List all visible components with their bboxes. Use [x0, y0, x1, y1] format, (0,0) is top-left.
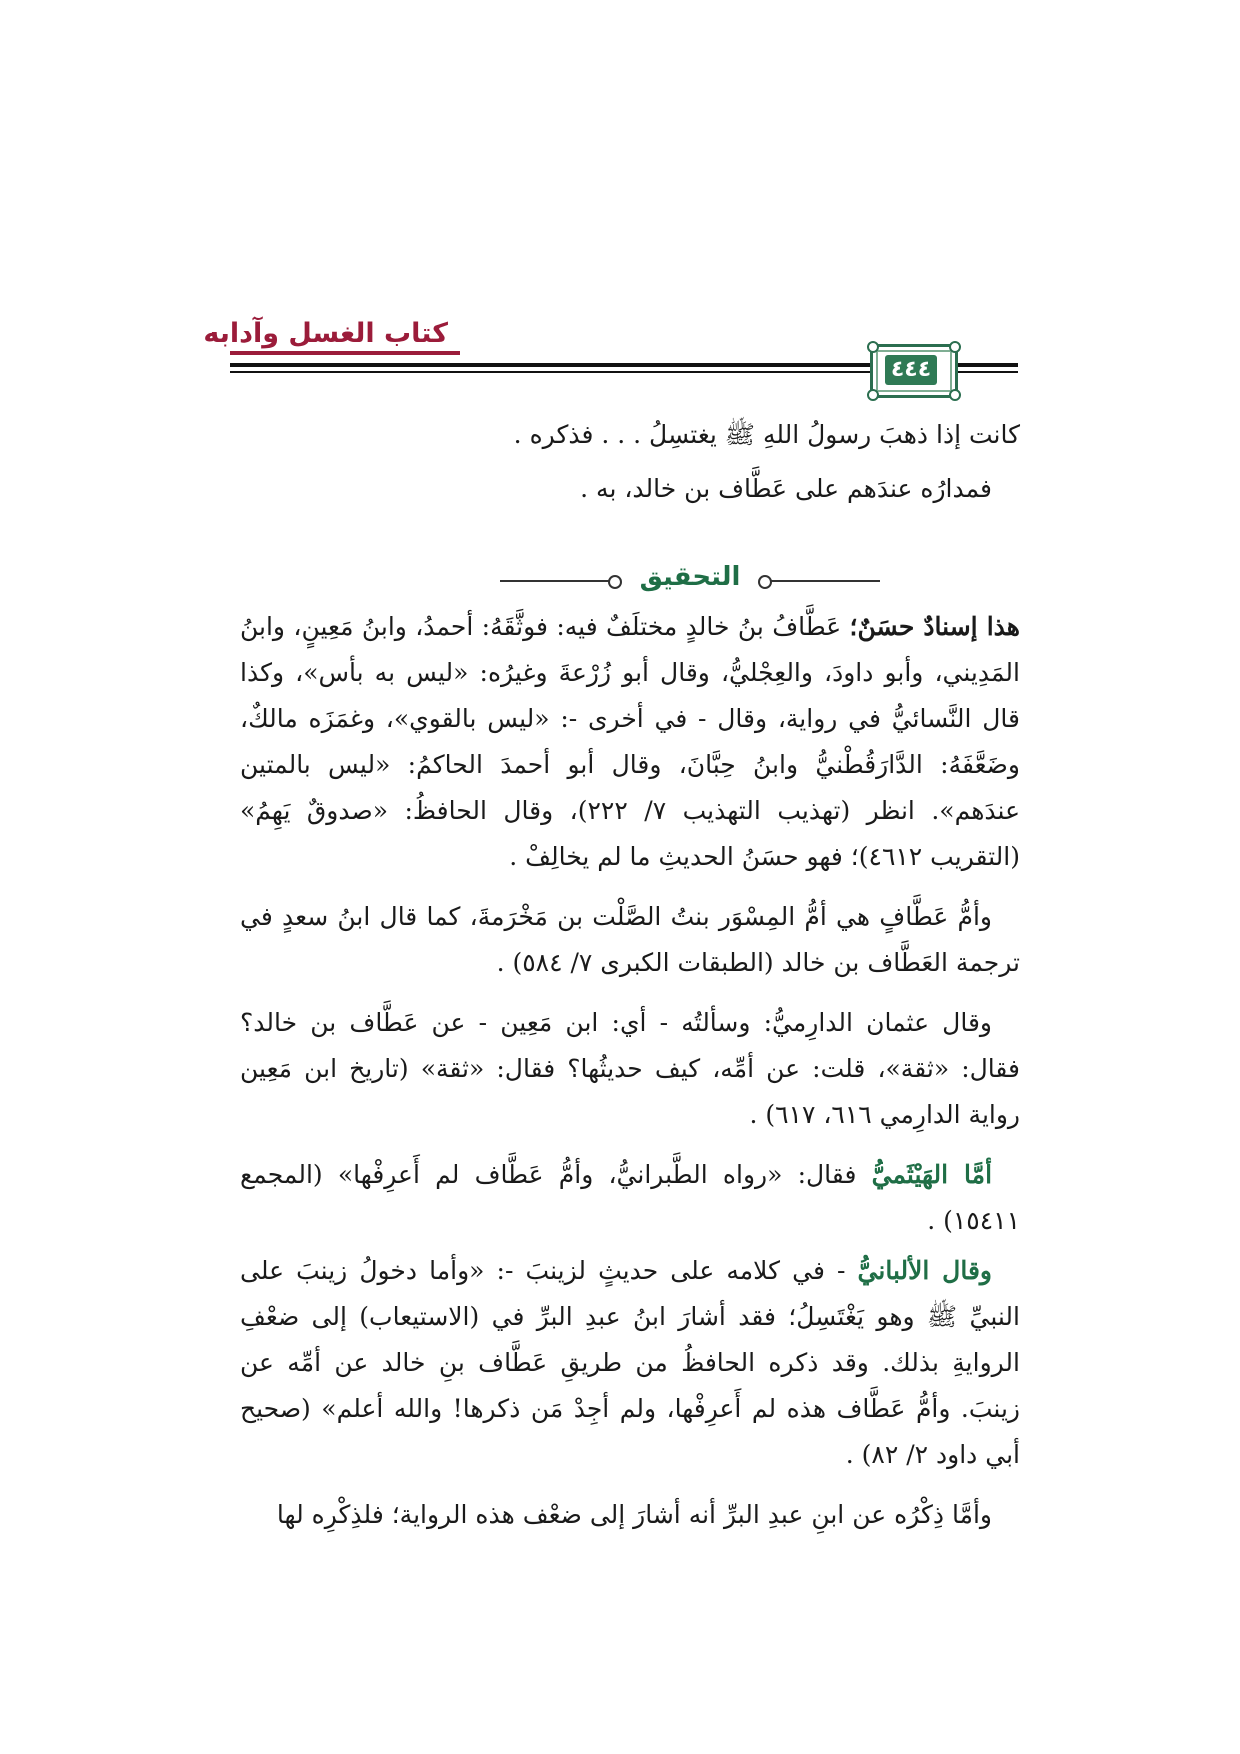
- paragraph: [240, 1152, 1020, 1244]
- paragraph: وأمَّا ذِكْرُه عن ابنِ عبدِ البرِّ أنه أشارَ إلى ضعْف هذه الرواية؛ فلذِكْرِه لها: [276, 1500, 992, 1529]
- paragraph: [240, 604, 1020, 880]
- paragraph: فمدارُه عندَهم على عَطَّاف بن خالد، به .: [580, 474, 992, 503]
- lead-phrase: وقال الألبانيُّ: [857, 1256, 992, 1285]
- page-number: ٤٤٤: [890, 357, 932, 382]
- paragraph-text: عَطَّافُ بنُ خالدٍ مختلَفٌ فيه: فوثَّقَهُ: أحمدُ، وابنُ مَعِينٍ، وابنُ المَدِيني، وأبو داودَ، والعِجْليُّ، وقال أبو زُرْعةَ وغيرُه: «ليس به بأس»، وكذا قال النَّسائيُّ في رواية، وقال - في أخرى -: «ليس بالقوي»، وغمَزَه مالكٌ، وضَعَّفَهُ: الدَّارَقُطْنيُّ وابنُ حِبَّانَ، وقال أبو أحمدَ الحاكمُ: «ليس بالمتين عندَهم». انظر (تهذيب التهذيب ٧/ ٢٢٢)، وقال الحافظُ: «صدوقٌ يَهِمُ» (التقريب ٤٦١٢)؛ فهو حسَنُ الحديثِ ما لم يخالِفْ .: [240, 612, 1020, 871]
- paragraph: كانت إذا ذهبَ رسولُ اللهِ ﷺ يغتسِلُ . . . فذكره .: [513, 420, 1020, 449]
- paragraph: [240, 1248, 1020, 1478]
- lead-phrase: أمَّا الهَيْثَميُّ: [871, 1160, 993, 1189]
- page-number-badge: [870, 344, 958, 398]
- page-header: [203, 318, 1018, 388]
- paragraph: وأمُّ عَطَّافٍ هي أمُّ المِسْوَر بنتُ الصَّلْت بن مَخْرَمةَ، كما قال ابنُ سعدٍ في ترجمة العَطَّاف بن خالد (الطبقات الكبرى ٧/ ٥٨٤) .: [240, 902, 1020, 977]
- body-text-main: [240, 604, 1020, 1538]
- paragraph: وقال عثمان الدارِميُّ: وسألتُه - أي: ابن مَعِين - عن عَطَّاف بن خالد؟ فقال: «ثقة»، قلت: عن أمِّه، كيف حديثُها؟ فقال: «ثقة» (تاريخ ابن مَعِين رواية الدارِمي ٦١٦، ٦١٧) .: [240, 1008, 1020, 1129]
- lead-phrase: هذا إسنادٌ حسَنٌ؛: [849, 612, 1020, 641]
- section-heading: [500, 562, 880, 602]
- body-text-top: [240, 412, 1020, 512]
- section-title: التحقيق: [639, 562, 741, 592]
- paragraph-text: فقال: «رواه الطَّبرانيُّ، وأمُّ عَطَّاف لم أَعرِفْها» (المجمع ١٥٤١١) .: [240, 1160, 1020, 1235]
- running-title: كتاب الغسل وآدابه: [203, 318, 448, 349]
- paragraph-text: - في كلامه على حديثٍ لزينبَ -: «وأما دخولُ زينبَ على النبيِّ ﷺ وهو يَغْتَسِلُ؛ فقد أشارَ ابنُ عبدِ البرِّ في (الاستيعاب) إلى ضعْفِ الروايةِ بذلك. وقد ذكره الحافظُ من طريقِ عَطَّاف بنِ خالد عن أمِّه عن زينبَ. وأمُّ عَطَّاف هذه لم أَعرِفْها، ولم أجِدْ مَن ذكرها! والله أعلم» (صحيح أبي داود ٢/ ٨٢) .: [240, 1256, 1020, 1469]
- title-underline: [230, 351, 460, 355]
